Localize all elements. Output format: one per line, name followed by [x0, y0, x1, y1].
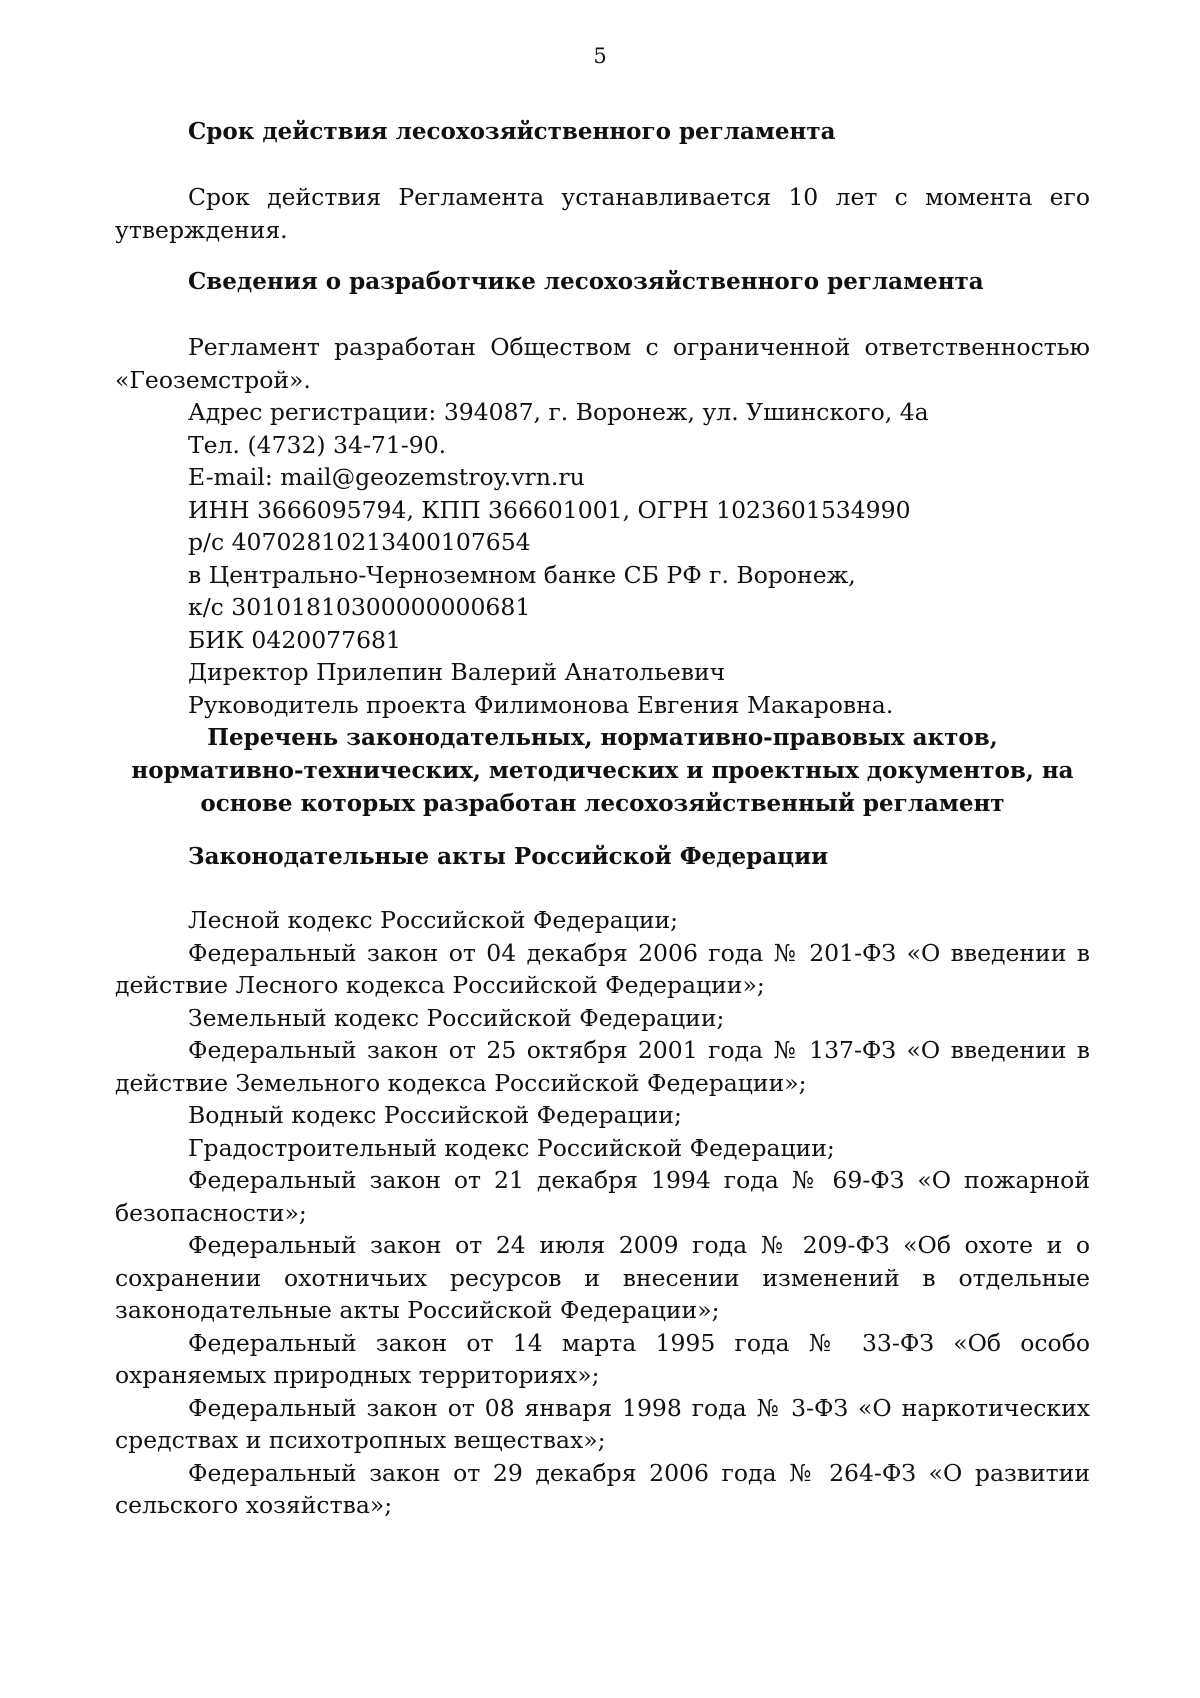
paragraph-developer-intro: Регламент разработан Обществом с ограниченной ответственностью «Геоземстрой». [115, 333, 1090, 394]
law-item: Федеральный закон от 04 декабря 2006 года № 201-ФЗ «О введении в действие Лесного кодекса Российской Федерации»; [115, 938, 1090, 999]
law-item: Федеральный закон от 29 декабря 2006 года № 264-ФЗ «О развитии сельского хозяйства»; [115, 1458, 1090, 1519]
law-item: Градостроительный кодекс Российской Федерации; [188, 1133, 835, 1162]
developer-corr-account: к/с 30101810300000000681 [188, 593, 531, 621]
developer-address: Адрес регистрации: 394087, г. Воронеж, ул. Ушинского, 4а [188, 398, 929, 426]
developer-details [115, 396, 1090, 721]
page-number: 5 [593, 44, 607, 68]
laws-list [115, 904, 1090, 1522]
developer-bank: в Центрально-Черноземном банке СБ РФ г. Воронеж, [188, 560, 856, 589]
law-item: Водный кодекс Российской Федерации; [188, 1101, 682, 1129]
heading-validity: Срок действия лесохозяйственного регламента [188, 118, 836, 145]
law-item: Лесной кодекс Российской Федерации; [188, 906, 679, 934]
developer-project-lead: Руководитель проекта Филимонова Евгения Макаровна. [188, 690, 894, 719]
heading-document-list-line: Перечень законодательных, нормативно-правовых актов, [207, 724, 998, 751]
developer-bik: БИК 0420077681 [188, 625, 401, 654]
developer-account: р/с 40702810213400107654 [188, 528, 531, 556]
law-item: Федеральный закон от 24 июля 2009 года № 209-ФЗ «Об охоте и о сохранении охотничьих ресурсов и внесении изменений в отдельные законодательные акты Российской Федерации»; [115, 1231, 1090, 1324]
heading-laws: Законодательные акты Российской Федерации [188, 843, 829, 870]
developer-email: E-mail: mail@geozemstroy.vrn.ru [188, 463, 585, 491]
heading-document-list-line: нормативно-технических, методических и проектных документов, на [131, 757, 1074, 784]
heading-document-list-line: основе которых разработан лесохозяйственный регламент [200, 790, 1005, 817]
heading-document-list [115, 721, 1090, 820]
law-item: Земельный кодекс Российской Федерации; [188, 1003, 725, 1032]
developer-director: Директор Прилепин Валерий Анатольевич [188, 658, 726, 686]
law-item: Федеральный закон от 25 октября 2001 года № 137-ФЗ «О введении в действие Земельного кодекса Российской Федерации»; [115, 1036, 1090, 1097]
law-item: Федеральный закон от 21 декабря 1994 года № 69-ФЗ «О пожарной безопасности»; [115, 1166, 1090, 1227]
law-item: Федеральный закон от 14 марта 1995 года № 33-ФЗ «Об особо охраняемых природных территориях»; [115, 1328, 1090, 1389]
developer-phone: Тел. (4732) 34-71-90. [188, 430, 447, 459]
heading-developer: Сведения о разработчике лесохозяйственного регламента [188, 268, 984, 295]
paragraph-validity: Срок действия Регламента устанавливается 10 лет с момента его утверждения. [115, 183, 1090, 244]
law-item: Федеральный закон от 08 января 1998 года № 3-ФЗ «О наркотических средствах и психотропных веществах»; [115, 1393, 1090, 1454]
developer-inn: ИНН 3666095794, КПП 366601001, ОГРН 1023601534990 [188, 495, 911, 524]
